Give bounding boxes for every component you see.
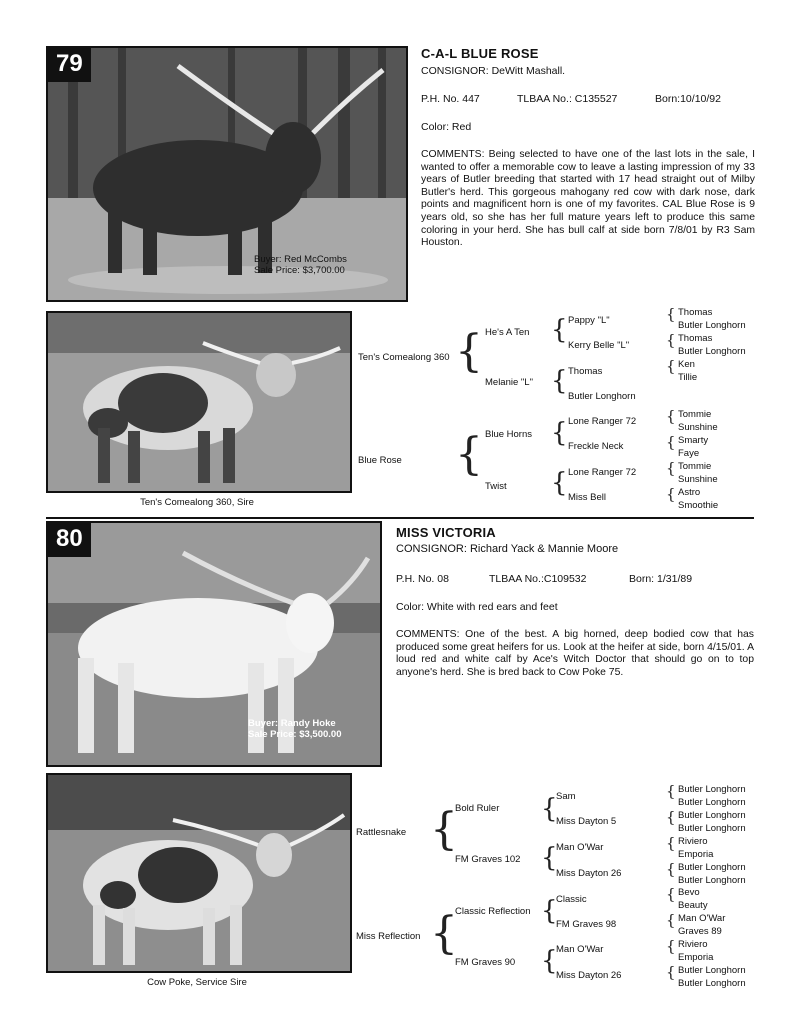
pedigree-gen2: FM Graves 90 [455,957,516,968]
pedigree-gen4: Butler Longhorn [678,823,746,834]
pedigree-gen4: Sunshine [678,474,718,485]
pedigree-gen4: Tommie [678,409,712,420]
pedigree-gen4: Smarty [678,435,709,446]
pedigree-gen4: Man O'War [678,913,726,924]
sire-caption: Ten's Comealong 360, Sire [140,497,254,508]
brace: { [666,911,676,929]
brace: { [666,305,676,323]
color: Color: Red [421,121,472,133]
sale-price: Sale Price: $3,700.00 [254,265,345,276]
pedigree-gen4: Butler Longhorn [678,797,746,808]
pedigree-gen2: Blue Horns [485,429,532,440]
brace: { [455,429,483,480]
pedigree-gen3: Lone Ranger 72 [568,416,637,427]
pedigree-sire: Rattlesnake [356,827,407,838]
brace: { [551,468,568,498]
brace: { [541,794,558,824]
born-date: Born: 1/31/89 [629,573,693,585]
pedigree-gen3: Freckle Neck [568,441,624,452]
pedigree-gen4: Beauty [678,900,708,911]
pedigree-gen4: Butler Longhorn [678,978,746,989]
pedigree-gen3: Thomas [568,366,603,377]
pedigree-gen3: Butler Longhorn [568,391,636,402]
pedigree-gen3: Miss Dayton 5 [556,816,617,827]
pedigree-gen4: Thomas [678,333,713,344]
pedigree-gen3: Classic [556,894,587,905]
pedigree-gen3: Man O'War [556,842,604,853]
pedigree-gen2: Bold Ruler [455,803,500,814]
brace: { [551,366,568,396]
pedigree-gen4: Butler Longhorn [678,810,746,821]
pedigree-gen4: Bevo [678,887,700,898]
brace: { [666,834,676,852]
buyer: Buyer: Randy Hoke [248,718,336,729]
ph-number: P.H. No. 447 [421,93,480,105]
sale-price: Sale Price: $3,500.00 [248,729,342,740]
color: Color: White with red ears and feet [396,601,558,613]
brace: { [430,804,458,855]
lot-separator [46,517,754,519]
lot-name: MISS VICTORIA [396,525,496,540]
pedigree-gen2: Melanie "L" [485,377,533,388]
pedigree-gen4: Riviero [678,836,708,847]
pedigree-gen3: Sam [556,791,576,802]
pedigree-gen4: Astro [678,487,701,498]
pedigree-gen4: Butler Longhorn [678,320,746,331]
brace: { [666,808,676,826]
buyer: Buyer: Red McCombs [254,254,347,265]
pedigree-gen4: Emporia [678,849,714,860]
pedigree-gen4: Thomas [678,307,713,318]
pedigree-gen2: Twist [485,481,507,492]
pedigree-gen3: Miss Bell [568,492,607,503]
pedigree-gen4: Tillie [678,372,698,383]
brace: { [666,885,676,903]
tlbaa-number: TLBAA No.:C109532 [489,573,587,585]
sire-caption: Cow Poke, Service Sire [147,977,247,988]
pedigree-gen4: Tommie [678,461,712,472]
brace: { [541,843,558,873]
lot-80-photo [46,521,382,767]
pedigree-dam: Blue Rose [358,455,402,466]
comments: COMMENTS: One of the best. A big horned, deep bodied cow that has produced some great heifers for us. Look at the heifer at side, born 4/15/01. A loud red and white calf by Ace's Witch Doctor that should go on to top anyone's herd. She is bred back to Cow Poke 75. [396,629,754,678]
tlbaa-number: TLBAA No.: C135527 [517,93,618,105]
sire-photo-illustration [48,775,350,971]
pedigree-gen3: Lone Ranger 72 [568,467,637,478]
pedigree-gen3: Miss Dayton 26 [556,868,622,879]
pedigree-gen2: He's A Ten [485,327,530,338]
lot-number: 80 [48,523,91,557]
brace: { [666,782,676,800]
pedigree-gen3: Kerry Belle "L" [568,340,630,351]
brace: { [666,937,676,955]
pedigree-gen2: Classic Reflection [455,906,531,917]
pedigree-gen4: Butler Longhorn [678,862,746,873]
brace: { [666,963,676,981]
pedigree-gen3: Man O'War [556,944,604,955]
pedigree-gen4: Emporia [678,952,714,963]
pedigree-sire: Ten's Comealong 360 [358,352,450,363]
pedigree-gen4: Smoothie [678,500,719,511]
brace: { [666,485,676,503]
brace: { [541,896,558,926]
sire-photo-illustration [48,313,350,491]
brace: { [666,459,676,477]
sire-photo [46,773,352,973]
pedigree-gen4: Butler Longhorn [678,784,746,795]
pedigree-dam: Miss Reflection [356,931,421,942]
brace: { [541,946,558,976]
brace: { [430,908,458,959]
pedigree-gen4: Faye [678,448,700,459]
cow-photo-illustration [48,48,406,300]
buyer-caption [248,718,342,740]
brace: { [551,315,568,345]
brace: { [666,860,676,878]
lot-number: 79 [48,48,91,82]
pedigree-gen4: Sunshine [678,422,718,433]
pedigree-gen3: FM Graves 98 [556,919,617,930]
brace: { [666,407,676,425]
lot-name: C-A-L BLUE ROSE [421,46,539,61]
sire-photo [46,311,352,493]
pedigree-gen3: Miss Dayton 26 [556,970,622,981]
pedigree-gen4: Butler Longhorn [678,965,746,976]
brace: { [666,357,676,375]
born-date: Born:10/10/92 [655,93,721,105]
pedigree-gen3: Pappy "L" [568,315,610,326]
consignor: CONSIGNOR: Richard Yack & Mannie Moore [396,543,619,555]
lot-79-photo [46,46,408,302]
brace: { [551,418,568,448]
pedigree-gen4: Butler Longhorn [678,875,746,886]
pedigree-gen2: FM Graves 102 [455,854,521,865]
pedigree-gen4: Butler Longhorn [678,346,746,357]
comments: COMMENTS: Being selected to have one of the last lots in the sale, I wanted to offer a memorable cow to leave a lasting impression of my 33 years of Butler breeding that started with 17 head straight out of Milby Butler's herd. This gorgeous mahogany red cow with dark nose, dark points and magnificent horn is one of my favorites. CAL Blue Rose is 9 years old, so she has her full mature years left to produce this same coloring in your herd. She has bull calf at side born 7/8/01 by R3 Sam Houston. [421,149,755,249]
buyer-caption [254,254,347,276]
brace: { [666,433,676,451]
pedigree-gen4: Ken [678,359,695,370]
consignor: CONSIGNOR: DeWitt Mashall. [421,65,566,77]
brace: { [666,331,676,349]
pedigree-gen4: Graves 89 [678,926,722,937]
pedigree-gen4: Riviero [678,939,708,950]
brace: { [455,326,483,377]
ph-number: P.H. No. 08 [396,573,449,585]
